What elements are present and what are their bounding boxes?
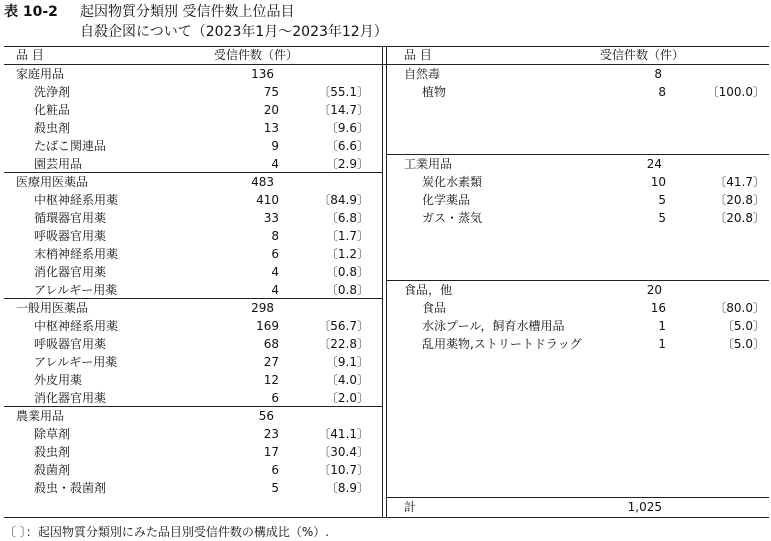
left-item-ratio: 〔55.1〕 bbox=[318, 85, 369, 99]
left-item-count: 20 bbox=[263, 103, 279, 117]
left-item-ratio: 〔14.7〕 bbox=[318, 103, 369, 117]
left-item-ratio: 〔41.1〕 bbox=[318, 427, 369, 441]
right-group-total: 20 bbox=[646, 283, 662, 297]
total-value: 1,025 bbox=[627, 500, 662, 514]
title-line-1 bbox=[4, 2, 388, 22]
header-left-item: 品 目 bbox=[16, 48, 44, 62]
right-item-ratio: 〔5.0〕 bbox=[721, 319, 765, 333]
left-item-count: 169 bbox=[256, 319, 279, 333]
data-table bbox=[4, 46, 769, 518]
left-item-count: 33 bbox=[263, 211, 279, 225]
left-group-name: 農業用品 bbox=[16, 409, 65, 423]
left-item-count: 6 bbox=[271, 391, 279, 405]
left-item-name: たばこ関連品 bbox=[34, 139, 107, 153]
left-group-total: 136 bbox=[251, 67, 274, 81]
right-item-name: ガス・蒸気 bbox=[422, 211, 483, 225]
right-item-count: 1 bbox=[658, 337, 666, 351]
left-item-ratio: 〔1.7〕 bbox=[325, 229, 369, 243]
left-item-ratio: 〔6.6〕 bbox=[325, 139, 369, 153]
right-group-total: 8 bbox=[654, 67, 662, 81]
right-item-ratio: 〔100.0〕 bbox=[706, 85, 765, 99]
total-label: 計 bbox=[404, 500, 417, 514]
left-item-ratio: 〔0.8〕 bbox=[325, 283, 369, 297]
left-item-name: 中枢神経系用薬 bbox=[34, 193, 119, 207]
left-item-name: 外皮用薬 bbox=[34, 373, 83, 387]
left-group-name: 家庭用品 bbox=[16, 67, 65, 81]
left-item-name: 中枢神経系用薬 bbox=[34, 319, 119, 333]
column-divider-b bbox=[386, 46, 387, 518]
left-item-name: 殺虫剤 bbox=[34, 121, 71, 135]
left-item-name: 末梢神経系用薬 bbox=[34, 247, 119, 261]
right-item-count: 5 bbox=[658, 193, 666, 207]
left-item-count: 27 bbox=[263, 355, 279, 369]
left-group-total: 298 bbox=[251, 301, 274, 315]
left-group-name: 医療用医薬品 bbox=[16, 175, 89, 189]
left-item-name: 呼吸器官用薬 bbox=[34, 229, 107, 243]
left-item-count: 23 bbox=[263, 427, 279, 441]
right-group-total: 24 bbox=[646, 157, 662, 171]
right-item-name: 食品 bbox=[422, 301, 447, 315]
left-group-total: 483 bbox=[251, 175, 274, 189]
left-item-ratio: 〔1.2〕 bbox=[325, 247, 369, 261]
right-item-count: 1 bbox=[658, 319, 666, 333]
left-item-ratio: 〔30.4〕 bbox=[318, 445, 369, 459]
left-item-ratio: 〔10.7〕 bbox=[318, 463, 369, 477]
right-group-name: 食品，他 bbox=[404, 283, 453, 297]
header-left-count: 受信件数（件） bbox=[214, 48, 299, 62]
left-item-count: 4 bbox=[271, 265, 279, 279]
right-item-count: 5 bbox=[658, 211, 666, 225]
left-item-name: 殺菌剤 bbox=[34, 463, 71, 477]
left-item-count: 410 bbox=[256, 193, 279, 207]
left-item-ratio: 〔56.7〕 bbox=[318, 319, 369, 333]
right-item-name: 植物 bbox=[422, 85, 447, 99]
left-item-name: 洗浄剤 bbox=[34, 85, 71, 99]
left-item-ratio: 〔2.0〕 bbox=[325, 391, 369, 405]
table-number: 表 10-2 bbox=[4, 4, 58, 20]
right-item-count: 10 bbox=[650, 175, 666, 189]
right-item-name: 炭化水素類 bbox=[422, 175, 483, 189]
title-main: 起因物質分類別 受信件数上位品目 bbox=[80, 4, 295, 20]
left-item-name: 除草剤 bbox=[34, 427, 71, 441]
left-item-ratio: 〔4.0〕 bbox=[325, 373, 369, 387]
left-item-count: 5 bbox=[271, 481, 279, 495]
right-total-separator bbox=[387, 497, 769, 498]
title-subtitle: 自殺企図について（2023年1月～2023年12月） bbox=[80, 24, 388, 40]
left-item-name: 化粧品 bbox=[34, 103, 71, 117]
left-item-count: 6 bbox=[271, 463, 279, 477]
left-item-count: 68 bbox=[263, 337, 279, 351]
left-item-name: 殺虫剤 bbox=[34, 445, 71, 459]
left-group-total: 56 bbox=[258, 409, 274, 423]
left-item-ratio: 〔9.1〕 bbox=[325, 355, 369, 369]
right-item-ratio: 〔20.8〕 bbox=[714, 211, 765, 225]
right-group-name: 自然毒 bbox=[404, 67, 441, 81]
left-item-name: アレルギー用薬 bbox=[34, 283, 118, 297]
left-item-count: 6 bbox=[271, 247, 279, 261]
left-item-count: 4 bbox=[271, 283, 279, 297]
left-item-name: 呼吸器官用薬 bbox=[34, 337, 107, 351]
right-item-name: 水泳プール，飼育水槽用品 bbox=[422, 319, 565, 333]
header-right-item: 品 目 bbox=[404, 48, 432, 62]
left-group-name: 一般用医薬品 bbox=[16, 301, 89, 315]
header-right-count: 受信件数（件） bbox=[600, 48, 685, 62]
left-item-name: 園芸用品 bbox=[34, 157, 83, 171]
right-item-ratio: 〔20.8〕 bbox=[714, 193, 765, 207]
right-item-ratio: 〔80.0〕 bbox=[714, 301, 765, 315]
left-item-ratio: 〔8.9〕 bbox=[325, 481, 369, 495]
right-item-name: 化学薬品 bbox=[422, 193, 471, 207]
right-item-count: 8 bbox=[658, 85, 666, 99]
right-item-ratio: 〔41.7〕 bbox=[714, 175, 765, 189]
right-item-name: 乱用薬物,ストリートドラッグ bbox=[422, 337, 582, 351]
left-item-name: 消化器官用薬 bbox=[34, 265, 107, 279]
footnote: 〔 〕：起因物質分類別にみた品目別受信件数の構成比（%）. bbox=[4, 525, 330, 539]
left-item-name: 循環器官用薬 bbox=[34, 211, 107, 225]
left-item-name: 殺虫・殺菌剤 bbox=[34, 481, 107, 495]
left-item-ratio: 〔6.8〕 bbox=[325, 211, 369, 225]
column-divider-a bbox=[382, 46, 383, 518]
left-item-ratio: 〔9.6〕 bbox=[325, 121, 369, 135]
left-item-ratio: 〔22.8〕 bbox=[318, 337, 369, 351]
left-item-count: 9 bbox=[271, 139, 279, 153]
left-item-count: 8 bbox=[271, 229, 279, 243]
left-item-count: 4 bbox=[271, 157, 279, 171]
left-item-name: 消化器官用薬 bbox=[34, 391, 107, 405]
left-item-count: 13 bbox=[263, 121, 279, 135]
left-item-count: 17 bbox=[263, 445, 279, 459]
right-group-name: 工業用品 bbox=[404, 157, 453, 171]
left-item-name: アレルギー用薬 bbox=[34, 355, 118, 369]
right-item-count: 16 bbox=[650, 301, 666, 315]
left-item-ratio: 〔0.8〕 bbox=[325, 265, 369, 279]
left-item-ratio: 〔84.9〕 bbox=[318, 193, 369, 207]
right-item-ratio: 〔5.0〕 bbox=[721, 337, 765, 351]
left-item-ratio: 〔2.9〕 bbox=[325, 157, 369, 171]
left-item-count: 75 bbox=[263, 85, 279, 99]
table-title bbox=[4, 2, 388, 42]
left-item-count: 12 bbox=[263, 373, 279, 387]
